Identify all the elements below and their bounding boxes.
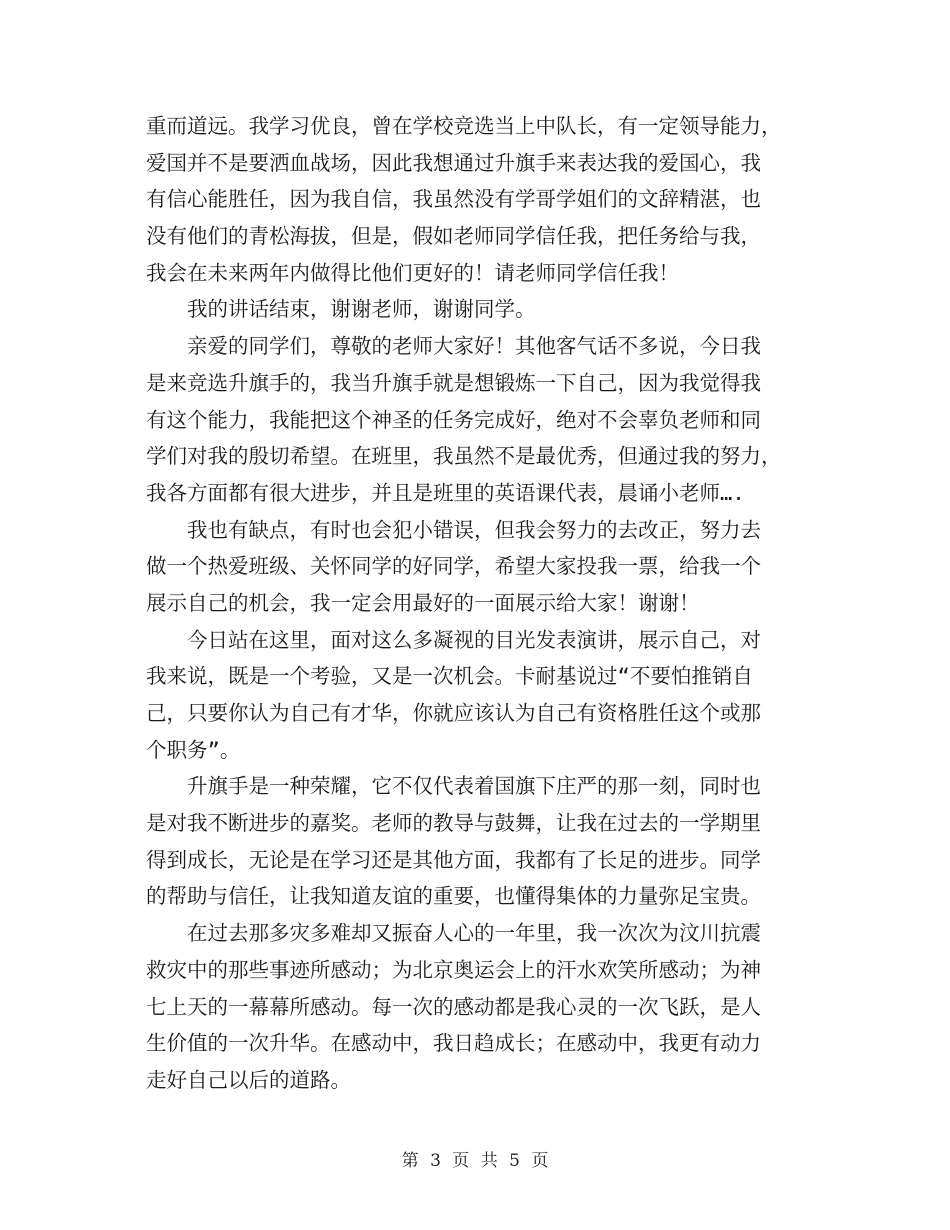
text-line: 我各方面都有很大进步，并且是班里的英语课代表，晨诵小老师…. <box>146 480 745 505</box>
text-line: 今日站在这里，面对这么多凝视的目光发表演讲，展示自己，对 <box>187 627 761 652</box>
text-line: 做一个热爱班级、关怀同学的好同学，希望大家投我一票，给我一个 <box>146 554 761 579</box>
text-line: 学们对我的殷切希望。在班里，我虽然不是最优秀，但通过我的努力， <box>146 444 782 469</box>
page-footer: 第 3 页 共 5 页 <box>401 1151 549 1171</box>
text-line: 我会在未来两年内做得比他们更好的！请老师同学信任我！ <box>146 260 679 285</box>
text-line: 有信心能胜任，因为我自信，我虽然没有学哥学姐们的文辞精湛，也 <box>146 187 761 212</box>
text-line: 己，只要你认为自己有才华，你就应该认为自己有资格胜任这个或那 <box>146 701 761 725</box>
text-line: 我的讲话结束，谢谢老师，谢谢同学。 <box>187 297 536 322</box>
text-line: 得到成长，无论是在学习还是其他方面，我都有了长足的进步。同学 <box>146 847 761 872</box>
text-line: 在过去那多灾多难却又振奋人心的一年里，我一次次为汶川抗震 <box>187 921 761 946</box>
text-line: 重而道远。我学习优良，曾在学校竞选当上中队长，有一定领导能力， <box>146 114 782 138</box>
text-line: 是来竞选升旗手的，我当升旗手就是想锻炼一下自己，因为我觉得我 <box>146 370 761 395</box>
text-line: 七上天的一幕幕所感动。每一次的感动都是我心灵的一次飞跃，是人 <box>146 994 761 1019</box>
text-line: 是对我不断进步的嘉奖。老师的教导与鼓舞，让我在过去的一学期里 <box>146 811 761 836</box>
text-line: 爱国并不是要洒血战场，因此我想通过升旗手来表达我的爱国心，我 <box>146 150 761 175</box>
text-line: 有这个能力，我能把这个神圣的任务完成好，绝对不会辜负老师和同 <box>146 407 761 432</box>
body-text <box>146 108 806 1099</box>
text-line: 亲爱的同学们，尊敬的老师大家好！其他客气话不多说，今日我 <box>187 334 761 359</box>
text-line: 救灾中的那些事迹所感动；为北京奥运会上的汗水欢笑所感动；为神 <box>146 957 761 982</box>
text-line: 我来说，既是一个考验，又是一次机会。卡耐基说过“不要怕推销自 <box>146 664 753 689</box>
text-line: 我也有缺点，有时也会犯小错误，但我会努力的去改正，努力去 <box>187 517 761 542</box>
text-line: 展示自己的机会，我一定会用最好的一面展示给大家！谢谢！ <box>146 590 700 615</box>
text-line: 的帮助与信任，让我知道友谊的重要，也懂得集体的力量弥足宝贵。 <box>146 884 761 909</box>
text-line: 走好自己以后的道路。 <box>146 1067 351 1092</box>
text-line: 没有他们的青松海拔，但是，假如老师同学信任我，把任务给与我， <box>146 224 761 249</box>
text-line: 升旗手是一种荣耀，它不仅代表着国旗下庄严的那一刻，同时也 <box>187 774 761 799</box>
text-line: 个职务”。 <box>146 737 241 762</box>
text-line: 生价值的一次升华。在感动中，我日趋成长；在感动中，我更有动力 <box>146 1031 761 1056</box>
